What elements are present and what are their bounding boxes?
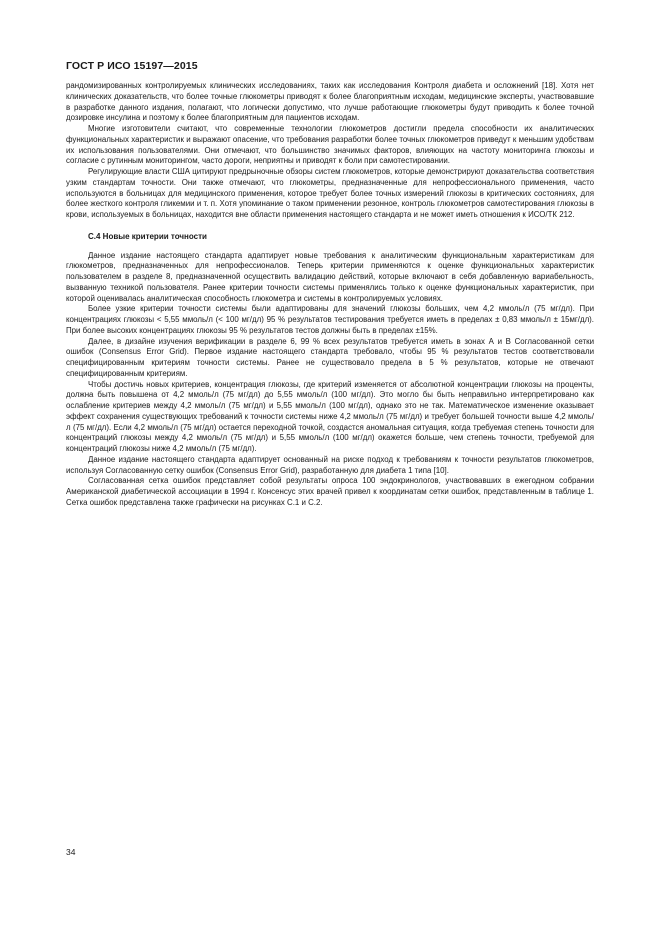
paragraph: Согласованная сетка ошибок представляет собой результаты опроса 100 эндокринологов, участвовавших в ежегодном собрании Американской диабетической ассоциации в 1994 г. Консенсус этих врачей привел к координатам сетки ошибок, представленным в таблице 1. Сетка ошибок представлена также графически на рисунках С.1 и С.2.	[66, 476, 594, 507]
section-heading: С.4 Новые критерии точности	[88, 231, 207, 241]
paragraph: Данное издание настоящего стандарта адаптирует основанный на риске подход к требованиям к точности результатов глюкометров, используя Согласованную сетку ошибок (Consensus Error Grid), разработанную для диабета 1 типа [10].	[66, 454, 594, 475]
paragraph: Далее, в дизайне изучения верификации в разделе 6, 99 % всех результатов требуется иметь в зонах А и В Согласованной сетки ошибок (Consensus Error Grid). Первое издание настоящего стандарта требовало, чтобы 95 % результатов тестов соответствовали специфицированным критериям точности системы. Ранее не существовало предела в 5 % результатов, которые не отвечают специфицированным критериям.	[66, 336, 594, 378]
paragraph: рандомизированных контролируемых клинических исследованиях, таких как исследования Контроля диабета и осложнений [18]. Хотя нет клинических доказательств, что более точные глюкометры приводят к более благоприятным исходам, медицинские эксперты, участвовавшие в разработке данного издания, полагают, что логически допустимо, что лучше работающие глюкометры будут приводить к более точной дозировке инсулина и поэтому к более благоприятным для пациентов исходам.	[66, 81, 594, 123]
paragraph: Чтобы достичь новых критериев, концентрация глюкозы, где критерий изменяется от абсолютной концентрации глюкозы на проценты, должна быть повышена от 4,2 ммоль/л (75 мг/дл) до 5,55 ммоль/л (100 мг/дл). Это могло бы быть неправильно интерпретировано как ослабление критериев между 4,2 ммоль/л (75 мг/дл) и 5,55 ммоль/л (100 мг/дл), однако это не так. Математическое изменение оказывает эффект сохранения существующих требований к точности системы ниже 4,2 ммоль/л (75 мг/дл) и требует большей точности выше 4,2 ммоль/л (75 мг/дл). Если 4,2 ммоль/л (75 мг/дл) остается переходной точкой, создастся аномальная ситуация, когда требуемая степень точности для концентраций глюкозы между 4,2 ммоль/л (75 мг/дл) и 5,55 ммоль/л (100 мг/дл) окажется больше, чем степень точности, требуемой для концентраций глюкозы ниже 4,2 ммоль/л (75 мг/дл).	[66, 379, 594, 453]
document-header: ГОСТ Р ИСО 15197—2015	[66, 60, 198, 72]
paragraph: Более узкие критерии точности системы были адаптированы для значений глюкозы больших, чем 4,2 ммоль/л (75 мг/дл). При концентрациях глюкозы < 5,55 ммоль/л (< 100 мг/дл) 95 % результатов тестирования требуется иметь в пределах ± 0,83 ммоль/л ± 15мг/дл). При более высоких концентрациях глюкозы 95 % результатов тестов должны быть в пределах ±15%.	[66, 304, 594, 335]
paragraph: Многие изготовители считают, что современные технологии глюкометров достигли предела способности их аналитических функциональных характеристик и выражают опасение, что требования разработки более точных глюкометров приведут к меньшим удобствам их использования пользователями. Они отмечают, что большинство значимых факторов, влияющих на частоту мониторинга глюкозы и согласие с рутинным мониторингом, часто дороги, неприятны и приводят к боли при самотестировании.	[66, 124, 594, 166]
paragraph: Регулирующие власти США цитируют предрыночные обзоры систем глюкометров, которые демонстрируют доказательства соответствия узким стандартам точности. Они также отмечают, что глюкометры, предназначенные для непрофессионального применения, часто используются в больницах для медицинского применения, которое требует более точных измерений глюкозы в критических состояниях, для более жесткого контроля гликемии и т. п. Хотя упоминание о таком применении резонное, контроль глюкометров самотестирования глюкозы в крови, используемых в больницах, находится вне области применения настоящего стандарта и не может иметь отношения к ИСО/ТК 212.	[66, 167, 594, 219]
paragraph: Данное издание настоящего стандарта адаптирует новые требования к аналитическим функциональным характеристикам для глюкометров, предназначенных для непрофессионалов. Теперь критерии применяются к оценке функциональных характеристик пользователем в разделе 8, предназначенной осуществить валидацию действий, которые включают в себя добавленную вариабельность, вызванную техникой пользователя. Ранее критерии точности системы применялись только к оценке функциональных характеристик, при которой оценивалась аналитическая способность глюкометра и системы в контролируемых условиях.	[66, 250, 594, 303]
page-number: 34	[66, 847, 76, 857]
document-body	[66, 81, 594, 509]
